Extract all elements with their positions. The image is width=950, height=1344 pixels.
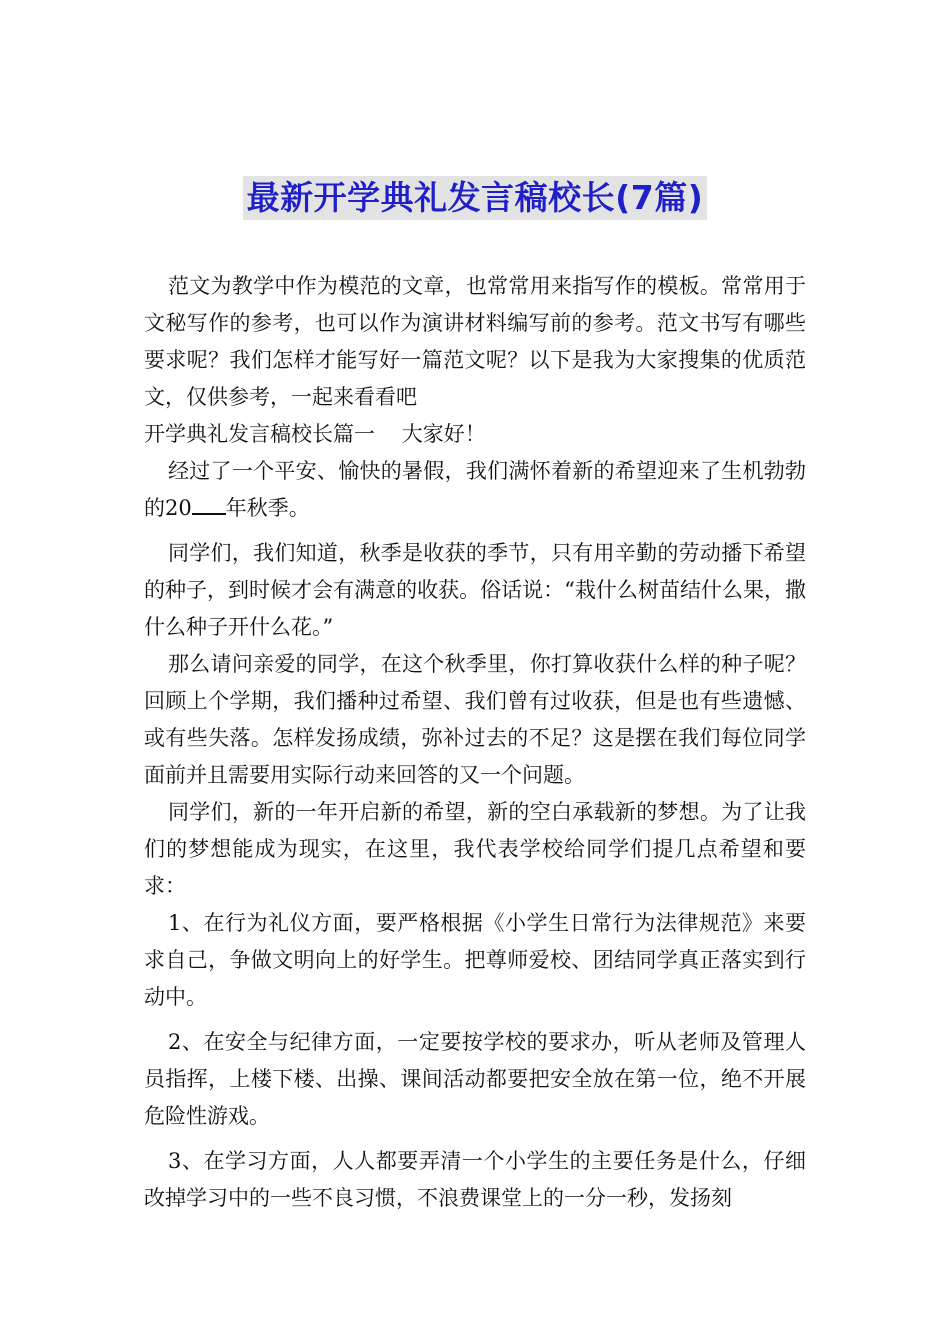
paragraph-4: 同学们，新的一年开启新的希望，新的空白承载新的梦想。为了让我们的梦想能成为现实，在这里，我代表学校给同学们提几点希望和要求：	[144, 800, 806, 898]
paragraph-1-text-a: 经过了一个平安、愉快的暑假，我们满怀着新的希望迎来了生机勃勃的20	[144, 459, 806, 520]
paragraph-2: 同学们，我们知道，秋季是收获的季节，只有用辛勤的劳动播下希望的种子，到时候才会有满意的收获。俗话说：“栽什么树苗结什么果，撒什么种子开什么花。”	[144, 541, 806, 639]
document-title: 最新开学典礼发言稿校长(7篇)	[243, 176, 708, 220]
paragraph-6: 2、在安全与纪律方面，一定要按学校的要求办，听从老师及管理人员指挥，上楼下楼、出操、课间活动都要把安全放在第一位，绝不开展危险性游戏。	[144, 1030, 806, 1128]
paragraph-1-text-b: 年秋季。	[225, 496, 310, 520]
paragraph-7: 3、在学习方面，人人都要弄清一个小学生的主要任务是什么，仔细改掉学习中的一些不良习惯，不浪费课堂上的一分一秒，发扬刻	[144, 1149, 806, 1210]
paragraph-3: 那么请问亲爱的同学，在这个秋季里，你打算收获什么样的种子呢？回顾上个学期，我们播种过希望、我们曾有过收获，但是也有些遗憾、或有些失落。怎样发扬成绩，弥补过去的不足？这是摆在我们每位同学面前并且需要用实际行动来回答的又一个问题。	[144, 652, 806, 787]
fill-in-blank	[192, 495, 226, 515]
section-heading: 开学典礼发言稿校长篇一 大家好！	[144, 422, 486, 446]
title-container	[0, 176, 950, 220]
paragraph-5: 1、在行为礼仪方面，要严格根据《小学生日常行为法律规范》来要求自己，争做文明向上的好学生。把尊师爱校、团结同学真正落实到行动中。	[144, 911, 806, 1009]
intro-paragraph: 范文为教学中作为模范的文章，也常常用来指写作的模板。常常用于文秘写作的参考，也可以作为演讲材料编写前的参考。范文书写有哪些要求呢？我们怎样才能写好一篇范文呢？以下是我为大家搜集的优质范文，仅供参考，一起来看看吧	[144, 274, 806, 409]
paragraph-1	[144, 453, 806, 527]
document-body	[144, 268, 806, 1217]
